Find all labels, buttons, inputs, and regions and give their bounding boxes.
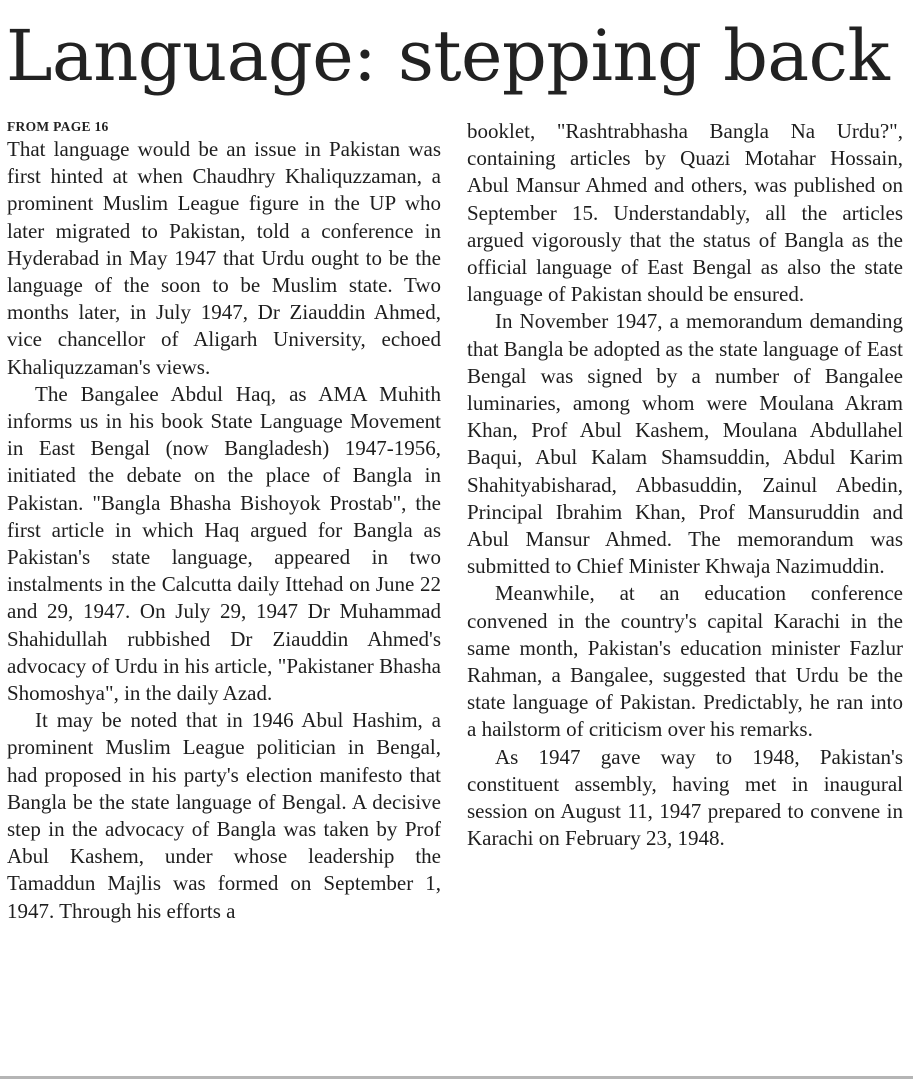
paragraph: It may be noted that in 1946 Abul Hashim, a prominent Muslim League politician in Bengal, had proposed in his party's election manifesto that Bangla be the state language of Bengal. A decisive step in the advocacy of Bangla was taken by Prof Abul Kashem, under whose leadership the Tamaddun Majlis was formed on September 1, 1947. Through his efforts a <box>7 708 441 923</box>
article-column-left <box>7 118 441 925</box>
paragraph: That language would be an issue in Pakistan was first hinted at when Chaudhry Khaliquzzaman, a prominent Muslim League figure in the UP who later migrated to Pakistan, told a conference in Hyderabad in May 1947 that Urdu ought to be the language of the soon to be Muslim state. Two months later, in July 1947, Dr Ziauddin Ahmed, vice chancellor of Aligarh University, echoed Khaliquzzaman's views. <box>7 137 441 379</box>
bottom-divider <box>0 1076 913 1079</box>
paragraph: Meanwhile, at an education conference convened in the country's capital Karachi in the same month, Pakistan's education minister Fazlur Rahman, a Bangalee, suggested that Urdu be the state language of Pakistan. Predictably, he ran into a hailstorm of criticism over his remarks. <box>467 581 903 742</box>
paragraph: The Bangalee Abdul Haq, as AMA Muhith informs us in his book State Language Movement in East Bengal (now Bangladesh) 1947-1956, initiated the debate on the place of Bangla in Pakistan. "Bangla Bhasha Bishoyok Prostab", the first article in which Haq argued for Bangla as Pakistan's state language, appeared in two instalments in the Calcutta daily Ittehad on June 22 and 29, 1947. On July 29, 1947 Dr Muhammad Shahidullah rubbished Dr Ziauddin Ahmed's advocacy of Urdu in his article, "Pakistaner Bhasha Shomoshya", in the daily Azad. <box>7 381 441 706</box>
continued-from-label: FROM PAGE 16 <box>7 119 109 134</box>
paragraph: As 1947 gave way to 1948, Pakistan's constituent assembly, having met in inaugural session on August 11, 1947 prepared to convene in Karachi on February 23, 1948. <box>467 744 903 851</box>
article-column-right <box>467 118 903 852</box>
paragraph: In November 1947, a memorandum demanding that Bangla be adopted as the state language of East Bengal was signed by a number of Bangalee luminaries, among whom were Moulana Akram Khan, Prof Abul Kashem, Moulana Abdullahel Baqui, Abul Kalam Shamsuddin, Abdul Karim Shahityabisharad, Abbasuddin, Zainul Abedin, Principal Ibrahim Khan, Prof Mansuruddin and Abul Mansur Ahmed. The memorandum was submitted to Chief Minister Khwaja Nazimuddin. <box>467 309 903 579</box>
headline: Language: stepping back <box>6 15 890 97</box>
paragraph: booklet, "Rashtrabhasha Bangla Na Urdu?", containing articles by Quazi Motahar Hossain, Abul Mansur Ahmed and others, was published on September 15. Understandably, all the articles argued vigorously that the status of Bangla as the official language of East Bengal as also the state language of Pakistan should be ensured. <box>467 119 903 307</box>
